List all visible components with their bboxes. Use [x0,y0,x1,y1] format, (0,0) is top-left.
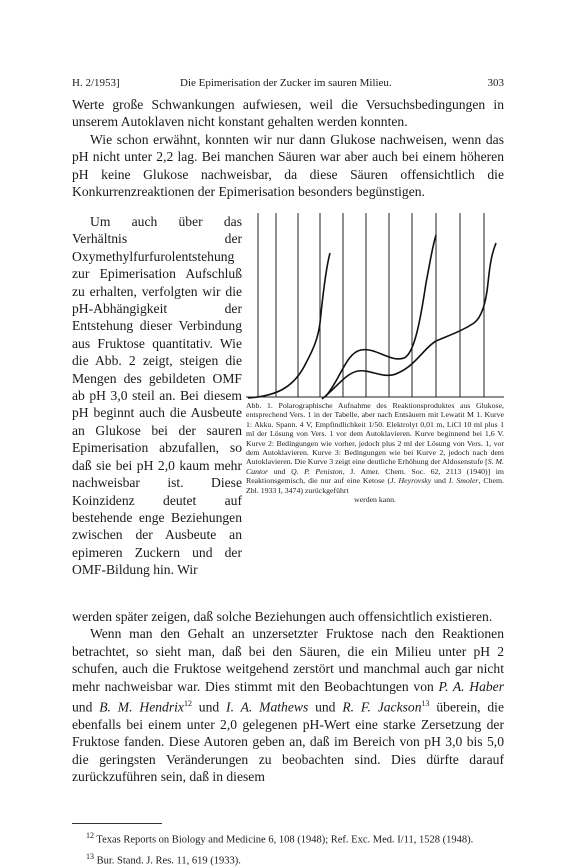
caption-ref2-rest: , Chem. Zbl. 1933 I, 3474) zurückgeführt [246,476,504,495]
caption-ref1-author2: Q. P. Peniston [290,466,343,476]
footnote-rule [72,823,162,824]
caption-ref1-author: S. M. Cantor [246,457,504,476]
wrapped-paragraph [72,213,242,579]
bottom-and-2: und [191,699,227,715]
caption-ref1-rest: , J. Amer. Chem. Soc. 62, 2113 (1940)] im Reaktionsgemisch, die nur auf eine Ketose ( [246,466,504,486]
polarogram-plot [246,213,504,403]
top-paragraph: Werte große Schwankungen aufwiesen, weil die Versuchsbedingungen in unserem Autoklaven nicht konstant gehalten werden konnten. [72,97,504,130]
bottom-text-1: Wenn man den Gehalt an unzersetzter Fruktose nach den Reaktionen betrachtet, so sieht man, daß bei den Säuren, die ein Milieu unter pH 2 schufen, auch die Fruktose weitgehend zerstört und manchmal auch gar nicht mehr nachweisbar war. Dies stimmt mit den Beobachtungen von [72,626,504,694]
footnote-13 [72,850,504,868]
footnote-12 [72,829,504,847]
caption-ref2-author: J. Heyrovsky [390,476,432,486]
footnote-number: 13 [86,852,94,861]
author-jackson: R. F. Jackson [342,699,422,715]
footnote-ref-12: 12 [183,699,192,709]
caption-ref2-and: und [431,476,449,486]
page-number: 303 [487,77,504,89]
caption-part1: Abb. 1. Polarographische Aufnahme des Reaktionsproduktes aus Glukose, entsprechend Vers. 1 in der Tabelle, aber nach Entsäuern mit Lewatit M 1. Kurve 1: Akku. Spann. 4 V, Empfindlichkeit [246,401,504,429]
running-title: Die Epimerisation der Zucker im sauren Milieu. [180,77,392,89]
author-haber: P. A. Haber [438,678,505,694]
voltage-lines [258,213,484,397]
second-paragraph-text: Wie schon erwähnt, konnten wir nur dann Glukose nachweisen, wenn das pH nicht unter 2,2 lag. Bei manchen Säuren war aber auch bei einem höheren pH keine Glukose nachweisbar, da diese Säuren offensichtlich die Konkurrenzreaktionen der Epimerisation besonders begünstigen. [72,132,504,200]
curve-1 [248,253,330,398]
author-hendrix: B. M. Hendrix [99,699,184,715]
bottom-text-2: überein, die ebenfalls bei einem unter 2,0 gelegenen pH-Wert eine starke Zersetzung der Fruktose fanden. Diese Autoren geben an, daß im Bereich von pH 3,0 bis 5,0 die geringsten Veränderungen zu beobachten sind. Dies dürfte darauf zurückzuführen sein, daß in diesem [72,699,504,785]
caption-sensitivity: 1/50 [368,419,383,429]
caption-ref2-author2: I. Smoler [448,476,479,486]
second-paragraph [72,131,504,201]
wrapped-paragraph-text: Um auch über das Verhältnis der Oxymethylfurfurolentstehung zur Epimerisation Aufschluß zu erhalten, verfolgten wir die pH-Abhängigkeit der Entstehung dieser Verbindung aus Fruktose quantitativ. Wie die Abb. 2 zeigt, steigen die Mengen des gebildeten OMF ab pH 3,0 steil an. Bei diesem pH beginnt auch die Ausbeute an Glukose bei der sauren Epimerisation abzufallen, so daß sie bei pH 2,0 kaum mehr nachweisbar ist. Diese Koinzidenz deutet auf bestehende enge Beziehungen zwischen der Ausbeute an epimeren Zuckern und der OMF-Bildung hin. Wir [72,214,242,578]
journal-issue: H. 2/1953] [72,77,120,89]
polarogram-figure [246,213,504,403]
author-mathews: I. A. Mathews [226,699,309,715]
bottom-and-1: und [72,699,100,715]
continuation-paragraph: werden später zeigen, daß solche Beziehungen auch offensichtlich existieren. [72,609,493,624]
polarogram-curves [248,235,496,399]
curve-3 [322,243,496,399]
bottom-paragraph [72,625,504,785]
caption-ref1-and: und [268,466,291,476]
footnote-number: 12 [86,831,94,840]
running-header [72,77,504,93]
footnote-ref-13: 13 [421,699,430,709]
continuation-text [72,608,504,786]
footnote-text: Bur. Stand. J. Res. 11, 619 (1933). [94,855,241,867]
caption-last-line: werden kann. [354,495,396,505]
caption-part2: . Elektrolyt 0,01 m, LiCl 10 ml plus 1 ml der Lösung von Vers. 1 vor dem Autoklavieren. Kurve beginnend bei 1,6 V. Kurve 2: Bedingungen wie vorher, jedoch plus 2 ml der Lösung von Vers. 1, vor dem Autoklavieren. Kurve 3: Bedingungen wie bei Kurve 2, jedoch nach dem Autoklavieren. Die Kurve 3 zeigt eine deutliche Erhöhung der Aldosenstufe [ [246,419,504,467]
footnote-text: Texas Reports on Biology and Medicine 6, 108 (1948); Ref. Exc. Med. I/11, 1528 (1948). [94,834,474,846]
figure-caption [246,401,504,504]
bottom-and-3: und [308,699,343,715]
